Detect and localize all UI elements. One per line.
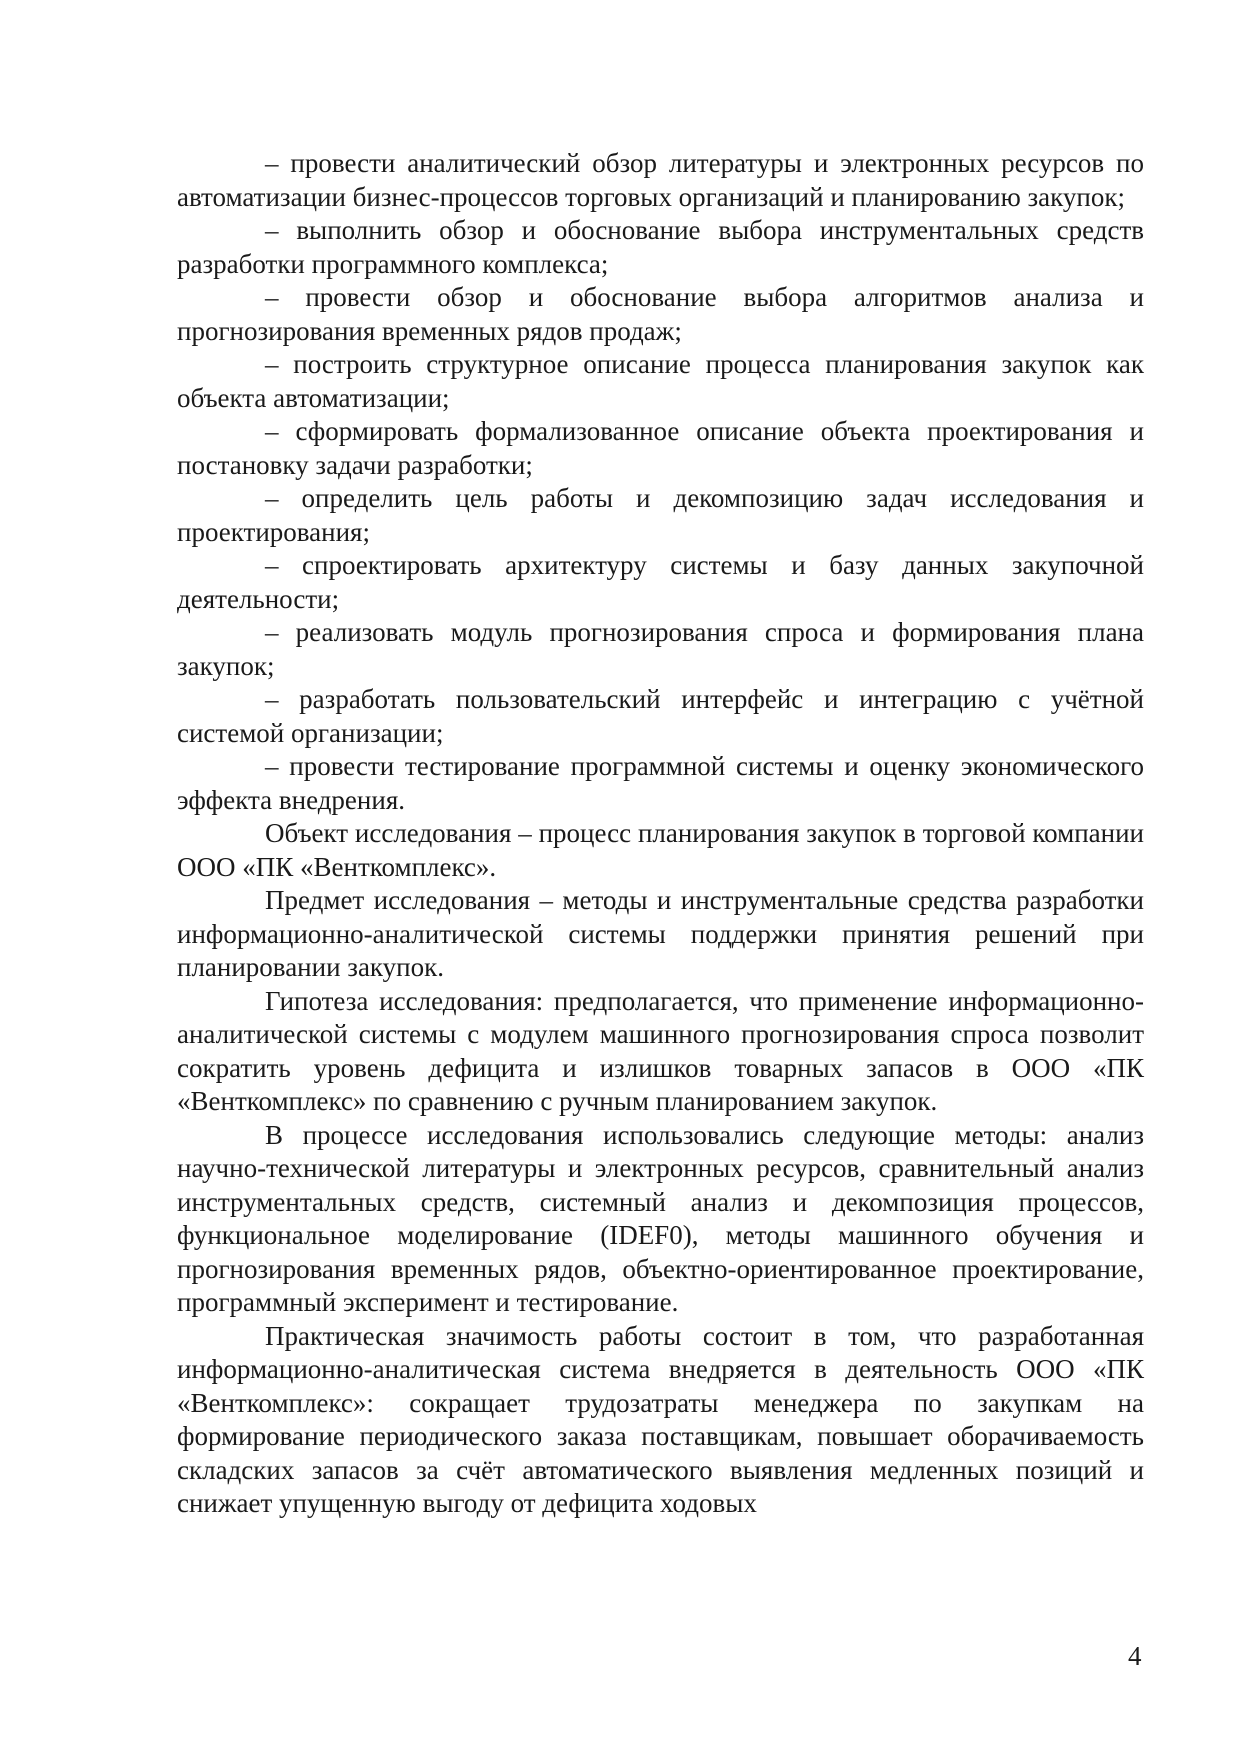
research-methods-paragraph: В процессе исследования использовались следующие методы: анализ научно-технической литературы и электронных ресурсов, сравнительный анализ инструментальных средств, системный анализ и декомпозиция процессов, функциональное моделирование (IDEF0), методы машинного обучения и прогнозирования временных рядов, объектно-ориентированное проектирование, программный эксперимент и тестирование. — [177, 1119, 1144, 1317]
research-subject-paragraph: Предмет исследования – методы и инструментальные средства разработки информационно-аналитической системы поддержки принятия решений при планировании закупок. — [177, 885, 1144, 982]
research-object-paragraph: Объект исследования – процесс планирования закупок в торговой компании ООО «ПК «Венткомплекс». — [177, 818, 1144, 882]
task-item-architecture-design: – спроектировать архитектуру системы и базу данных закупочной деятельности; — [177, 550, 1144, 614]
research-hypothesis-paragraph: Гипотеза исследования: предполагается, что применение информационно-аналитической системы с модулем машинного прогнозирования спроса позволит сократить уровень дефицита и излишков товарных запасов в ООО «ПК «Венткомплекс» по сравнению с ручным планированием закупок. — [177, 985, 1144, 1116]
task-item-formal-description: – сформировать формализованное описание объекта проектирования и постановку задачи разработки; — [177, 416, 1144, 480]
task-item-testing-evaluation: – провести тестирование программной системы и оценку экономического эффекта внедрения. — [177, 751, 1144, 815]
body-text — [177, 147, 1144, 1521]
task-item-tools-selection: – выполнить обзор и обоснование выбора инструментальных средств разработки программного комплекса; — [177, 215, 1144, 279]
task-item-ui-integration: – разработать пользовательский интерфейс и интеграцию с учётной системой организации; — [177, 684, 1144, 748]
task-item-structural-description: – построить структурное описание процесса планирования закупок как объекта автоматизации; — [177, 349, 1144, 413]
task-item-algorithms-selection: – провести обзор и обоснование выбора алгоритмов анализа и прогнозирования временных рядов продаж; — [177, 282, 1144, 346]
task-item-forecast-module: – реализовать модуль прогнозирования спроса и формирования плана закупок; — [177, 617, 1144, 681]
task-item-goal-decomposition: – определить цель работы и декомпозицию задач исследования и проектирования; — [177, 483, 1144, 547]
page-number: 4 — [1128, 1641, 1142, 1671]
task-item-literature-review: – провести аналитический обзор литературы и электронных ресурсов по автоматизации бизнес-процессов торговых организаций и планированию закупок; — [177, 148, 1144, 212]
practical-significance-paragraph: Практическая значимость работы состоит в том, что разработанная информационно-аналитическая система внедряется в деятельность ООО «ПК «Венткомплекс»: сокращает трудозатраты менеджера по закупкам на формирование периодического заказа поставщикам, повышает оборачиваемость складских запасов за счёт автоматического выявления медленных позиций и снижает упущенную выгоду от дефицита ходовых — [177, 1320, 1144, 1518]
